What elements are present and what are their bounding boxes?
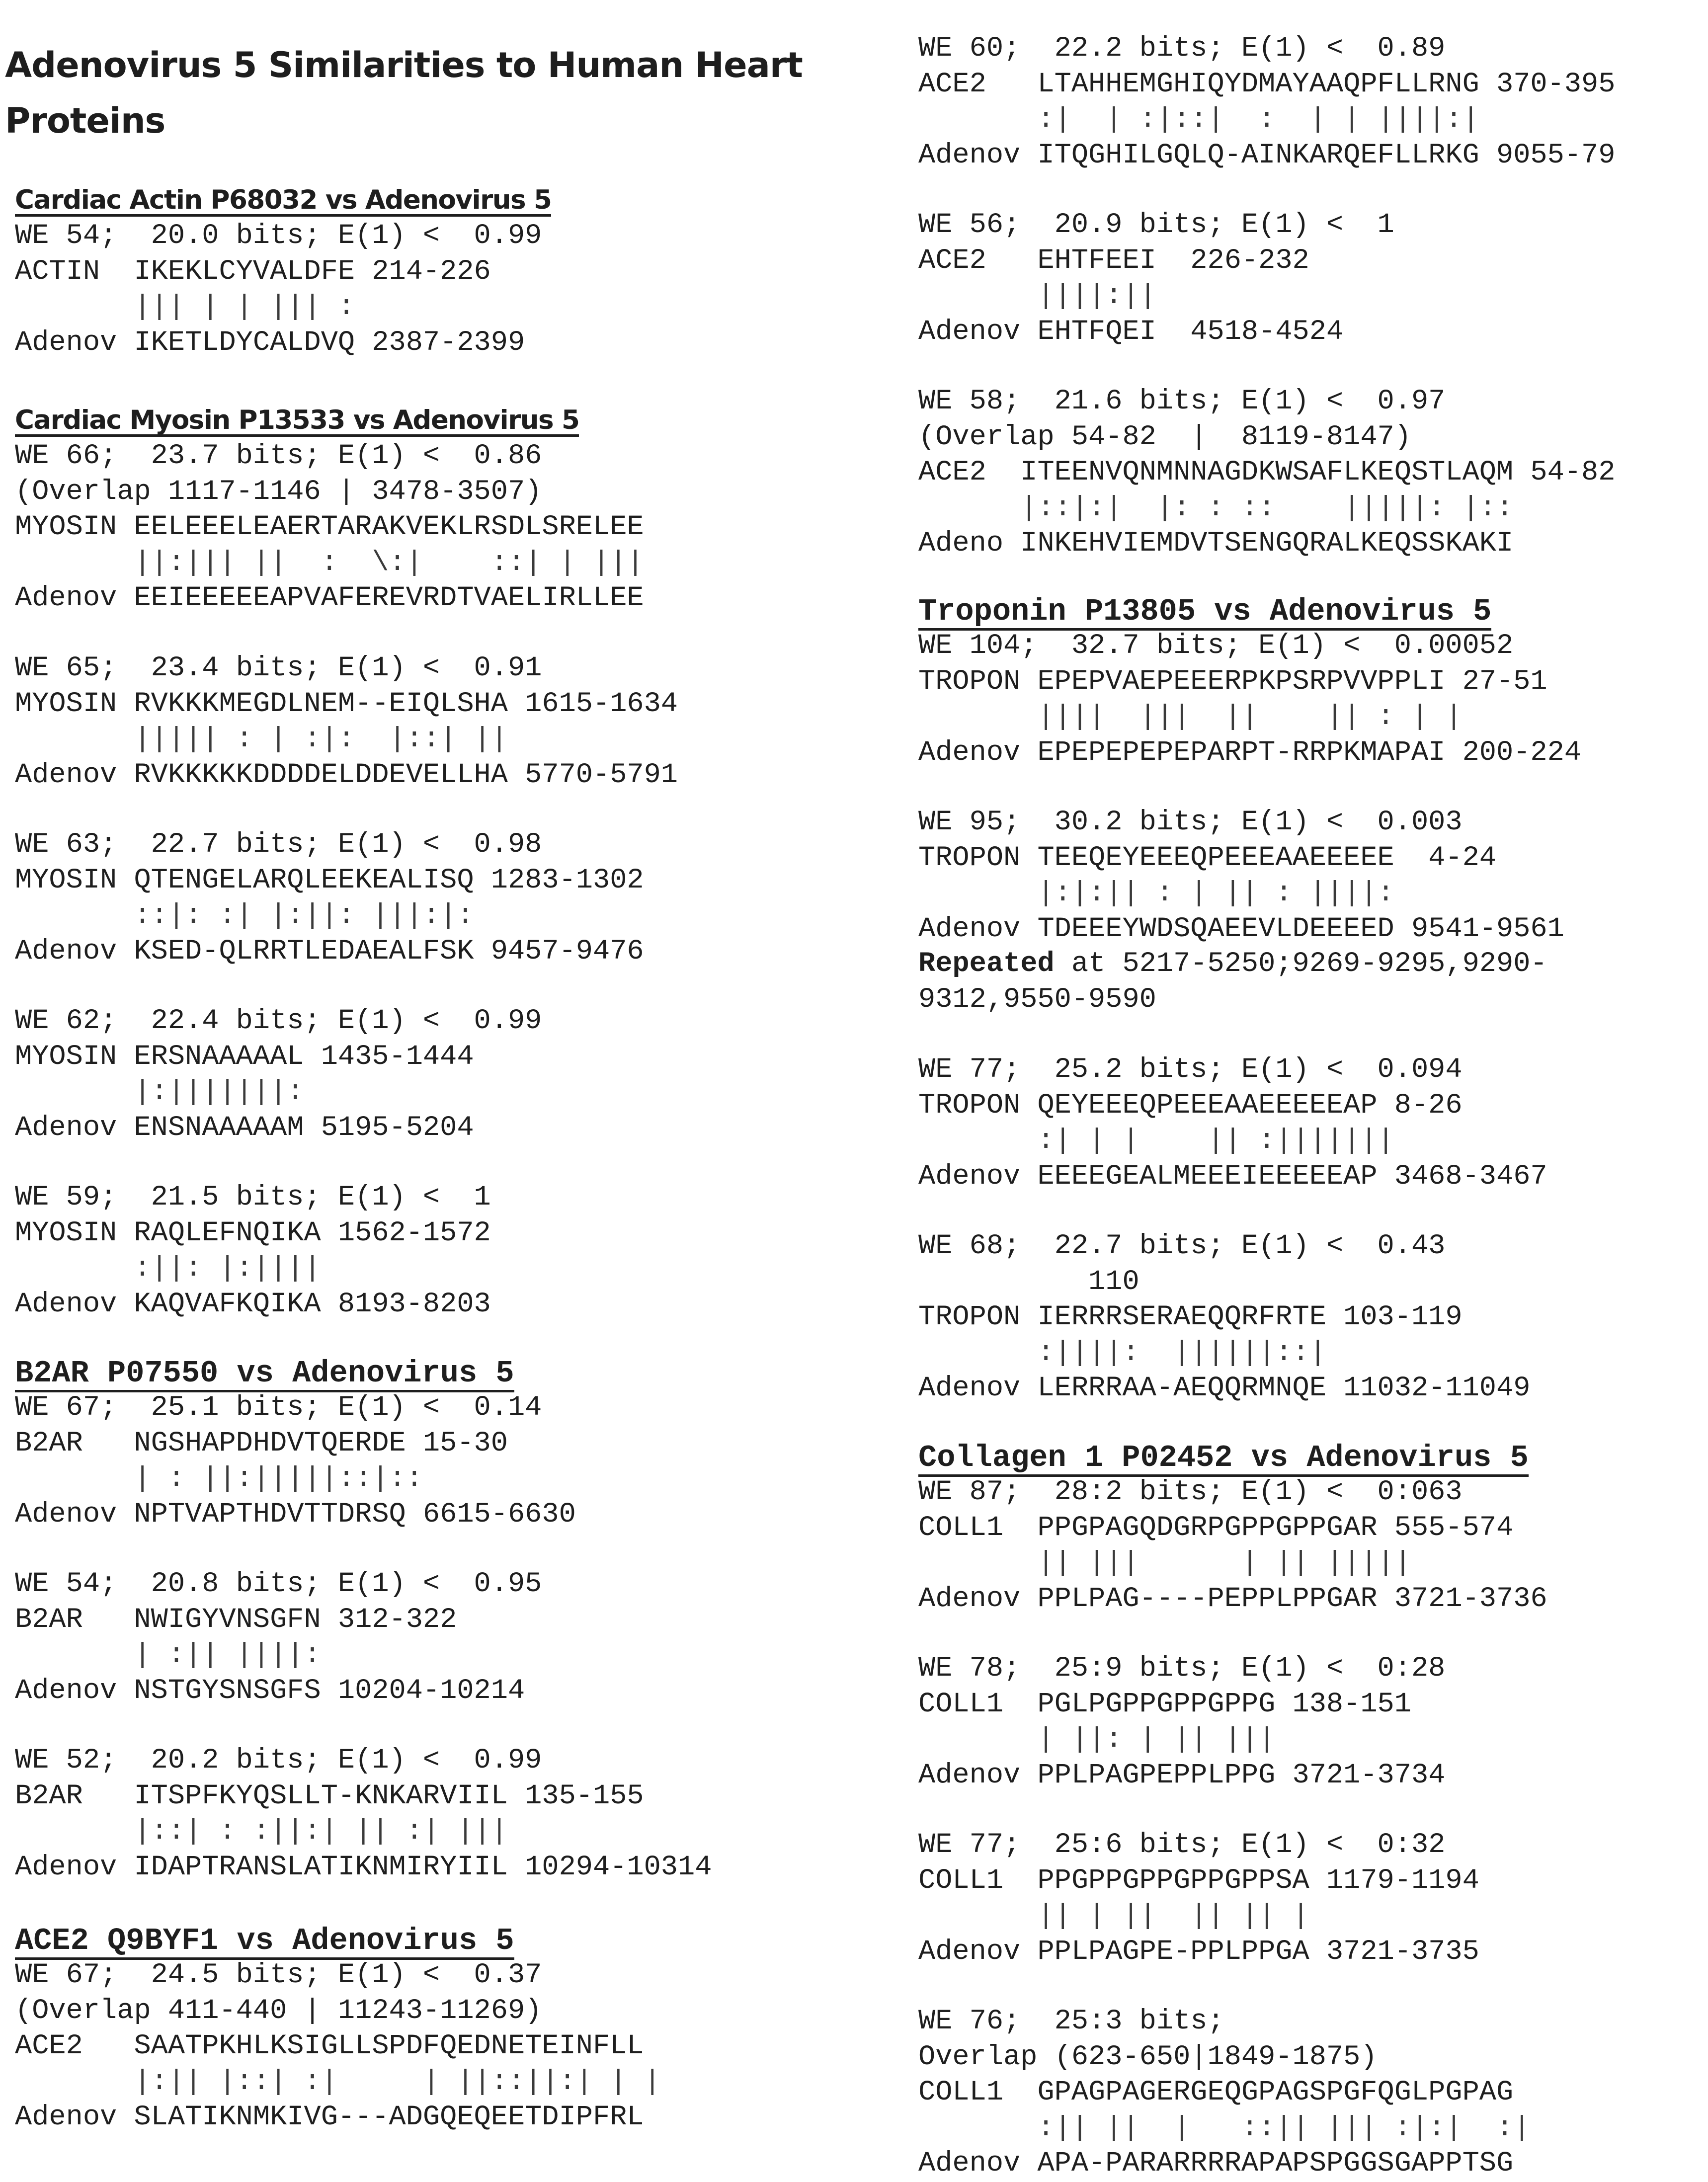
sequence-line: (Overlap 411-440 | 11243-11269): [15, 1995, 542, 2027]
alignment-block: [918, 1651, 1445, 1793]
alignment-block: [15, 439, 644, 617]
sequence-line: Adenov NPTVAPTHDVTTDRSQ 6615-6630: [15, 1498, 576, 1531]
sequence-line: B2AR ITSPFKYQSLLT-KNKARVIIL 135-155: [15, 1780, 644, 1812]
sequence-line: MYOSIN EELEEELEAERTARAKVEKLRSDLSRELEE: [15, 511, 644, 543]
sequence-line: ACE2 EHTFEEI 226-232: [918, 244, 1309, 277]
match-line: |::| : :||:| || :| |||: [15, 1816, 508, 1848]
alignment-block: [15, 1390, 576, 1533]
sequence-line: COLL1 PPGPPGPPGPPGPPSA 1179-1194: [918, 1864, 1479, 1897]
alignment-block: [15, 1004, 542, 1146]
repeated-note-line: [918, 947, 1547, 982]
match-line: |:|| |::| :| | ||::||:| | |: [15, 2066, 661, 2098]
match-line: |:|||||||:: [15, 1076, 304, 1108]
match-line: :|| || | ::|| ||| :|:| :|: [918, 2112, 1531, 2144]
sequence-line: TROPON QEYEEEQPEEEAAEEEEEAP 8-26: [918, 1089, 1463, 1122]
section-heading-text: B2AR P07550 vs Adenovirus 5: [15, 1358, 514, 1392]
sequence-line: Adenov ITQGHILGQLQ-AINKARQEFLLRKG 9055-79: [918, 139, 1616, 171]
repeated-ranges: at 5217-5250;9269-9295,9290-: [1054, 948, 1547, 980]
alignment-score: WE 60; 22.2 bits; E(1) < 0.89: [918, 33, 1446, 65]
match-line: ||:||| || : \:| ::| | |||: [15, 547, 644, 579]
alignment-score: WE 104; 32.7 bits; E(1) < 0.00052: [918, 630, 1514, 662]
sequence-line: Adenov EHTFQEI 4518-4524: [918, 316, 1344, 348]
alignment-block: [15, 651, 678, 793]
match-line: ||||| : | :|: |::| ||: [15, 724, 508, 755]
alignment-block: [15, 1567, 542, 1709]
sequence-line: MYOSIN QTENGELARQLEEKEALISQ 1283-1302: [15, 864, 644, 896]
sequence-line: Adenov KAQVAFKQIKA 8193-8203: [15, 1288, 491, 1320]
match-line: ::|: :| |:||: |||:|:: [15, 900, 474, 932]
alignment-score: WE 67; 24.5 bits; E(1) < 0.37: [15, 1959, 542, 1991]
alignment-block: [918, 31, 1615, 173]
alignment-score: WE 52; 20.2 bits; E(1) < 0.99: [15, 1745, 542, 1777]
match-line: ||||:||: [918, 280, 1156, 312]
sequence-line: TROPON EPEPVAEPEEERPKPSRPVVPPLI 27-51: [918, 665, 1547, 698]
sequence-line: Overlap (623-650|1849-1875): [918, 2041, 1378, 2073]
sequence-line: Adenov IKETLDYCALDVQ 2387-2399: [15, 326, 525, 359]
alignment-score: WE 78; 25:9 bits; E(1) < 0:28: [918, 1653, 1446, 1685]
sequence-line: MYOSIN ERSNAAAAAL 1435-1444: [15, 1041, 474, 1073]
repeated-ranges-cont: 9312,9550-9590: [918, 983, 1156, 1016]
section-heading-text: Troponin P13805 vs Adenovirus 5: [918, 596, 1491, 631]
alignment-score: WE 95; 30.2 bits; E(1) < 0.003: [918, 807, 1463, 838]
match-line: |:|:|| : | || : ||||:: [918, 878, 1394, 909]
sequence-line: Adenov TDEEEYWDSQAEEVLDEEEED 9541-9561: [918, 913, 1564, 945]
sequence-line: Adenov KSED-QLRRTLEDAEALFSK 9457-9476: [15, 935, 644, 968]
alignment-score: WE 87; 28:2 bits; E(1) < 0:063: [918, 1476, 1463, 1508]
sequence-line: Adenov PPLPAGPEPPLPPG 3721-3734: [918, 1759, 1446, 1791]
sequence-line: Adenov APA-PARARRRRAPAPSPGGSGAPPTSG: [918, 2148, 1514, 2180]
sequence-line: Adenov EPEPEPEPEPARPT-RRPKMAPAI 200-224: [918, 736, 1582, 769]
repeated-note: [918, 947, 1547, 1018]
section-heading: [918, 594, 1491, 631]
match-line: :| | :|::| : | | ||||:|: [918, 104, 1479, 136]
match-line: | :|| ||||:: [15, 1639, 321, 1671]
alignment-score: WE 62; 22.4 bits; E(1) < 0.99: [15, 1005, 542, 1037]
alignment-score: WE 54; 20.0 bits; E(1) < 0.99: [15, 220, 542, 252]
match-line: || ||| | || |||||: [918, 1547, 1411, 1579]
match-line: | ||: | || |||: [918, 1724, 1276, 1756]
sequence-line: ACE2 LTAHHEMGHIQYDMAYAAQPFLLRNG 370-395: [918, 68, 1616, 100]
alignment-score: WE 67; 25.1 bits; E(1) < 0.14: [15, 1392, 542, 1424]
section-heading-text: ACE2 Q9BYF1 vs Adenovirus 5: [15, 1926, 514, 1960]
page-title: Adenovirus 5 Similarities to Human Heart Proteins: [5, 45, 803, 141]
match-line: || | || || || |: [918, 1900, 1309, 1932]
alignment-score: WE 56; 20.9 bits; E(1) < 1: [918, 209, 1394, 241]
alignment-score: WE 63; 22.7 bits; E(1) < 0.98: [15, 829, 542, 861]
sequence-line: Adeno INKEHVIEMDVTSENGQRALKEQSSKAKI: [918, 528, 1514, 560]
section-heading: [15, 185, 551, 217]
sequence-line: COLL1 PPGPAGQDGRPGPPGPPGAR 555-574: [918, 1512, 1514, 1544]
alignment-block: [15, 1180, 491, 1322]
section-heading: [15, 1356, 514, 1392]
sequence-line: Adenov NSTGYSNSGFS 10204-10214: [15, 1675, 525, 1707]
match-line: |::|:| |: : :: |||||: |::: [918, 492, 1514, 524]
alignment-block: [918, 1828, 1479, 1970]
alignment-block: [918, 629, 1581, 771]
alignment-block: [918, 208, 1394, 350]
alignment-score: WE 54; 20.8 bits; E(1) < 0.95: [15, 1568, 542, 1600]
alignment-score: WE 59; 21.5 bits; E(1) < 1: [15, 1182, 491, 1213]
match-line: :||||: ||||||::|: [918, 1337, 1326, 1369]
sequence-line: (Overlap 1117-1146 | 3478-3507): [15, 476, 542, 508]
alignment-block: [918, 1475, 1547, 1617]
sequence-line: 110: [918, 1266, 1139, 1298]
section-heading: [15, 1923, 514, 1960]
alignment-score: WE 65; 23.4 bits; E(1) < 0.91: [15, 652, 542, 684]
sequence-line: Adenov ENSNAAAAAM 5195-5204: [15, 1112, 474, 1144]
section-heading-text: Cardiac Actin P68032 vs Adenovirus 5: [15, 187, 551, 217]
alignment-block: [918, 1229, 1530, 1407]
sequence-line: MYOSIN RAQLEFNQIKA 1562-1572: [15, 1217, 491, 1249]
section-heading-text: Cardiac Myosin P13533 vs Adenovirus 5: [15, 407, 579, 437]
section-heading: [918, 1440, 1529, 1477]
alignment-block: [918, 2004, 1530, 2182]
alignment-block: [15, 827, 644, 970]
match-line: :| | | || :|||||||: [918, 1125, 1394, 1157]
sequence-line: TROPON TEEQEYEEEQPEEEAAEEEEE 4-24: [918, 842, 1496, 874]
alignment-block: [918, 805, 1564, 947]
sequence-line: COLL1 PGLPGPPGPPGPPG 138-151: [918, 1688, 1411, 1720]
sequence-line: B2AR NGSHAPDHDVTQERDE 15-30: [15, 1427, 508, 1459]
sequence-line: ACE2 ITEENVQNMNNAGDKWSAFLKEQSTLAQM 54-82: [918, 457, 1616, 488]
alignment-score: WE 58; 21.6 bits; E(1) < 0.97: [918, 386, 1446, 417]
alignment-score: WE 77; 25.2 bits; E(1) < 0.094: [918, 1054, 1463, 1086]
alignment-score: WE 68; 22.7 bits; E(1) < 0.43: [918, 1230, 1446, 1262]
match-line: ||| | | ||| :: [15, 291, 355, 323]
sequence-line: TROPON IERRRSERAEQQRFRTE 103-119: [918, 1301, 1463, 1333]
sequence-line: Adenov RVKKKKKDDDDELDDEVELLHA 5770-5791: [15, 759, 678, 791]
repeated-label: Repeated: [918, 948, 1055, 980]
sequence-line: ACE2 SAATPKHLKSIGLLSPDFQEDNETEINFLL: [15, 2030, 644, 2062]
alignment-block: [918, 1052, 1547, 1195]
sequence-line: Adenov EEIEEEEEAPVAFEREVRDTVAELIRLLEE: [15, 582, 644, 614]
sequence-line: Adenov SLATIKNMKIVG---ADGQEQEETDIPFRL: [15, 2101, 644, 2133]
sequence-line: B2AR NWIGYVNSGFN 312-322: [15, 1604, 457, 1636]
alignment-block: [15, 219, 542, 361]
alignment-score: WE 66; 23.7 bits; E(1) < 0.86: [15, 440, 542, 472]
section-heading: [15, 405, 579, 437]
section-heading-text: Collagen 1 P02452 vs Adenovirus 5: [918, 1443, 1529, 1477]
match-line: :||: |:||||: [15, 1253, 321, 1285]
match-line: |||| ||| || || : | |: [918, 701, 1463, 733]
alignment-score: WE 76; 25:3 bits;: [918, 2006, 1224, 2037]
sequence-line: Adenov EEEEGEALMEEEIEEEEEAP 3468-3467: [918, 1160, 1547, 1193]
sequence-line: Adenov PPLPAGPE-PPLPPGA 3721-3735: [918, 1936, 1479, 1968]
sequence-line: (Overlap 54-82 | 8119-8147): [918, 421, 1411, 453]
sequence-line: ACTIN IKEKLCYVALDFE 214-226: [15, 255, 491, 288]
alignment-block: [918, 384, 1615, 562]
sequence-line: Adenov IDAPTRANSLATIKNMIRYIIL 10294-10314: [15, 1851, 712, 1883]
alignment-block: [15, 1743, 712, 1885]
sequence-line: COLL1 GPAGPAGERGEQGPAGSPGFQGLPGPAG: [918, 2077, 1514, 2108]
sequence-line: MYOSIN RVKKKMEGDLNEM--EIQLSHA 1615-1634: [15, 688, 678, 720]
alignment-score: WE 77; 25:6 bits; E(1) < 0:32: [918, 1829, 1446, 1861]
match-line: | : ||:|||||::|::: [15, 1463, 423, 1495]
sequence-line: Adenov LERRRAA-AEQQRMNQE 11032-11049: [918, 1373, 1531, 1404]
alignment-block: [15, 1958, 661, 2136]
sequence-line: Adenov PPLPAG----PEPPLPPGAR 3721-3736: [918, 1583, 1547, 1615]
